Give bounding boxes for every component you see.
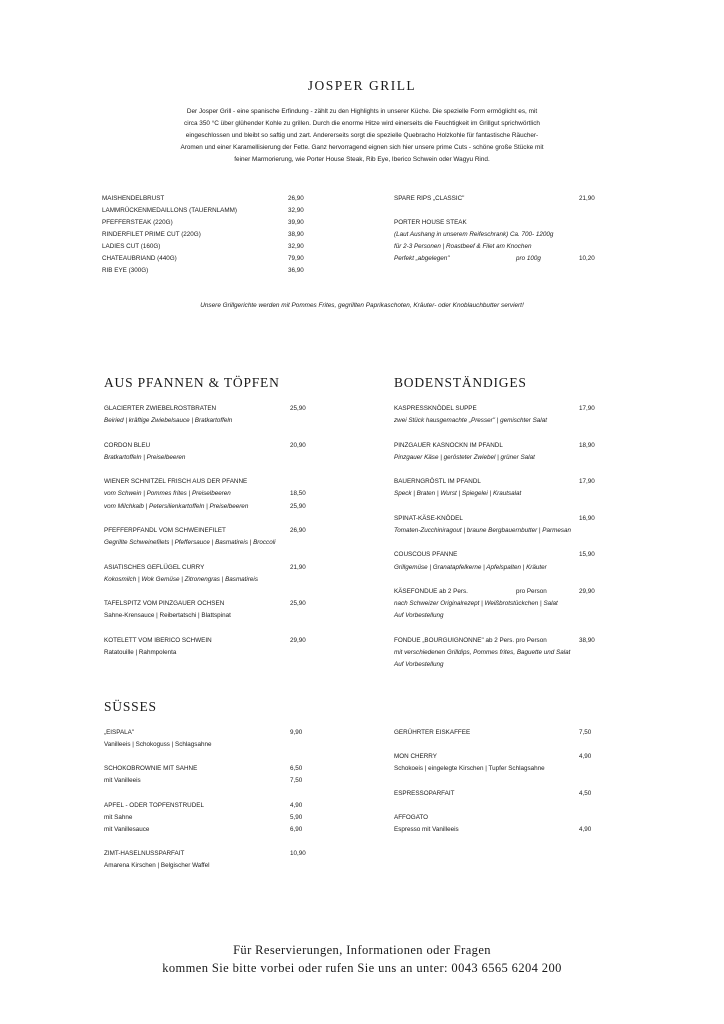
intro-line: eingeschlossen und bleibt so saftig und zart. Andererseits sorgt die spezielle Quebracho Holzkohle für fantastische Räucher- [185,132,539,139]
item-name: mit Sahne [104,813,133,821]
item-name: Perfekt „abgelegen" [394,255,450,262]
item-name: Gegrillte Schweinefilets | Pfeffersauce | Basmatireis | Broccoli [104,539,276,547]
item-name: PFEFFERPFANDL VOM SCHWEINEFILET [104,527,226,534]
item-name: KASPRESSKNÖDEL SUPPE [394,405,477,412]
item-price: 20,90 [290,441,306,449]
item-name: Bratkartoffeln | Preiselbeeren [104,453,186,461]
item-name: GLACIERTER ZWIEBELROSTBRATEN [104,405,217,412]
item-price: 25,90 [290,405,306,412]
item-name: Grillgemüse | Granatapfelkerne | Apfelspalten | Kräuter [394,563,547,571]
item-price: 17,90 [579,478,595,486]
intro-line: feiner Marmorierung, wie Porter House Steak, Rib Eye, Iberico Schwein oder Wagyu Rind. [234,156,490,163]
item-name: TAFELSPITZ VOM PINZGAUER OCHSEN [104,600,225,608]
item-name: SCHOKOBROWNIE MIT SAHNE [104,765,198,773]
item-name: ASIATISCHES GEFLÜGEL CURRY [104,563,205,571]
item-name: mit Vanillesauce [104,825,150,833]
item-name: PFEFFERSTEAK (220G) [102,219,173,226]
item-price: 6,50 [290,765,303,773]
item-name: RIB EYE (300G) [102,267,149,274]
item-name: Kokosmilch | Wok Gemüse | Zitronengras | Basmatireis [104,575,258,583]
item-name: CHATEAUBRIAND (440G) [102,255,177,262]
item-price: 18,90 [579,441,595,449]
item-name: PINZGAUER KASNOCKN IM PFANDL [394,441,503,449]
item-price: 4,50 [579,789,592,797]
item-price: 17,90 [579,405,595,412]
item-name: ZIMT-HASELNUSSPARFAIT [104,850,185,857]
item-price: 25,90 [290,502,306,510]
intro-line: Der Josper Grill - eine spanische Erfindung - zählt zu den Highlights in unserer Küche. Die spezielle Form ermöglicht es, mit [186,108,538,115]
item-name: FONDUE „BOURGUIGNONNE" ab 2 Pers. pro Person [394,636,547,644]
item-price: 21,90 [579,195,595,202]
grill-note: Unsere Grillgerichte werden mit Pommes Frites, gegrillten Paprikaschoten, Kräuter- oder Knoblauchbutter serviert! [200,302,524,309]
item-price: 18,50 [290,490,306,498]
item-name: Tomaten-Zucchiniragout | braune Bergbauernbutter | Parmesan [394,527,572,534]
item-price: 5,90 [290,813,303,821]
item-name: Beiried | kräftige Zwiebelsauce | Bratkartoffeln [104,417,233,425]
footer-line-2: kommen Sie bitte vorbei oder rufen Sie uns an unter: 0043 6565 6204 200 [162,961,562,975]
item-name: MAISHENDELBRUST [102,195,165,202]
section-title-josper-grill: JOSPER GRILL [307,78,417,93]
item-name: Auf Vorbestellung [394,661,444,669]
item-price: 6,90 [290,825,303,833]
item-price: 25,90 [290,600,306,608]
item-price: 32,90 [288,243,304,250]
item-name: Schokoeis | eingelegte Kirschen | Tupfer Schlagsahne [394,765,545,773]
section-title-suesses: SÜSSES [104,699,157,714]
item-name: CORDON BLEU [104,441,151,449]
item-name: Amarena Kirschen | Belgischer Waffel [104,862,210,870]
item-price: 4,90 [290,801,303,809]
intro-line: circa 350 °C über glühender Kohle zu grillen. Durch die enorme Hitze wird einerseits die Feuchtigkeit im Grillgut sprichwörtlich [184,120,540,127]
item-name: COUSCOUS PFANNE [394,551,458,559]
item-price: 39,90 [288,219,304,226]
item-name: vom Milchkalb | Petersilienkartoffeln | Preiselbeeren [104,502,249,510]
item-price: 21,90 [290,563,306,571]
item-price: 16,90 [579,514,595,522]
item-name: PORTER HOUSE STEAK [394,219,467,226]
item-name: SPARE RIPS „CLASSIC" [394,195,465,202]
item-name: SPINAT-KÄSE-KNÖDEL [394,514,463,522]
item-price: 7,50 [290,777,303,785]
item-price: 9,90 [290,729,303,736]
item-name: Pinzgauer Käse | gerösteter Zwiebel | grüner Salat [394,453,535,461]
item-name: vom Schwein | Pommes frites | Preiselbeeren [104,490,231,498]
item-price: 79,90 [288,255,304,262]
item-price: 26,90 [288,195,304,202]
item-price: 7,50 [579,729,592,736]
item-name: (Laut Aushang in unserem Reifeschrank) Ca. 700- 1200g [394,231,554,238]
item-name: Sahne-Krensauce | Reibertatschi | Blattspinat [104,612,231,620]
item-name: ESPRESSOPARFAIT [394,789,455,797]
item-price: 29,90 [579,588,595,595]
item-name: mit Vanilleeis [104,777,141,785]
item-price: 32,90 [288,207,304,214]
item-price: 26,90 [290,527,306,534]
item-price: 4,90 [579,825,592,833]
item-name: Auf Vorbestellung [394,612,444,620]
item-name: „EISPALA" [104,729,135,736]
item-price: 15,90 [579,551,595,559]
footer-line-1: Für Reservierungen, Informationen oder Fragen [233,943,491,957]
item-name: für 2-3 Personen | Roastbeef & Filet am Knochen [394,243,532,250]
item-name: Vanilleeis | Schokoguss | Schlagsahne [104,741,212,749]
item-name: Espresso mit Vanilleeis [394,825,459,833]
item-name: mit verschiedenen Grilldips, Pommes frites, Baguette und Salat [394,649,571,656]
item-name: nach Schweizer Originalrezept | Weißbrotstückchen | Salat [394,600,558,608]
item-name: RINDERFILET PRIME CUT (220G) [102,231,201,238]
item-name: LADIES CUT (160G) [102,243,161,250]
item-price: 38,90 [579,636,595,644]
item-unit: pro Person [516,588,547,595]
item-name: WIENER SCHNITZEL FRISCH AUS DER PFANNE [104,478,248,486]
item-price: 38,90 [288,231,304,238]
section-title-pfannen: AUS PFANNEN & TÖPFEN [104,375,280,390]
item-name: MON CHERRY [394,753,437,761]
item-name: KOTELETT VOM IBERICO SCHWEIN [104,636,212,644]
item-name: AFFOGATO [394,813,429,821]
item-name: KÄSEFONDUE ab 2 Pers. [394,588,468,595]
item-name: APFEL - ODER TOPFENSTRUDEL [104,801,204,809]
intro-line: Aromen und einer Karamellisierung der Fette. Ganz hervorragend eignen sich hier unsere prime Cuts - schöne große Stücke mit [180,144,544,151]
item-price: 4,90 [579,753,592,761]
item-name: LAMMRÜCKENMEDAILLONS (TAUERNLAMM) [102,207,237,214]
item-name: Speck | Braten | Wurst | Spiegelei | Krautsalat [394,490,522,498]
item-name: BAUERNGRÖSTL IM PFANDL [394,478,481,486]
josper-intro [140,106,584,166]
section-title-bodenstaendiges: BODENSTÄNDIGES [394,375,527,390]
item-unit: pro 100g [516,255,541,262]
item-price: 29,90 [290,636,306,644]
item-price: 10,20 [579,255,595,262]
item-price: 10,90 [290,850,306,857]
item-price: 36,90 [288,267,304,274]
item-name: GERÜHRTER EISKAFFEE [394,729,471,736]
item-name: zwei Stück hausgemachte „Presser" | gemischter Salat [394,417,547,425]
item-name: Ratatouille | Rahmpolenta [104,649,177,656]
